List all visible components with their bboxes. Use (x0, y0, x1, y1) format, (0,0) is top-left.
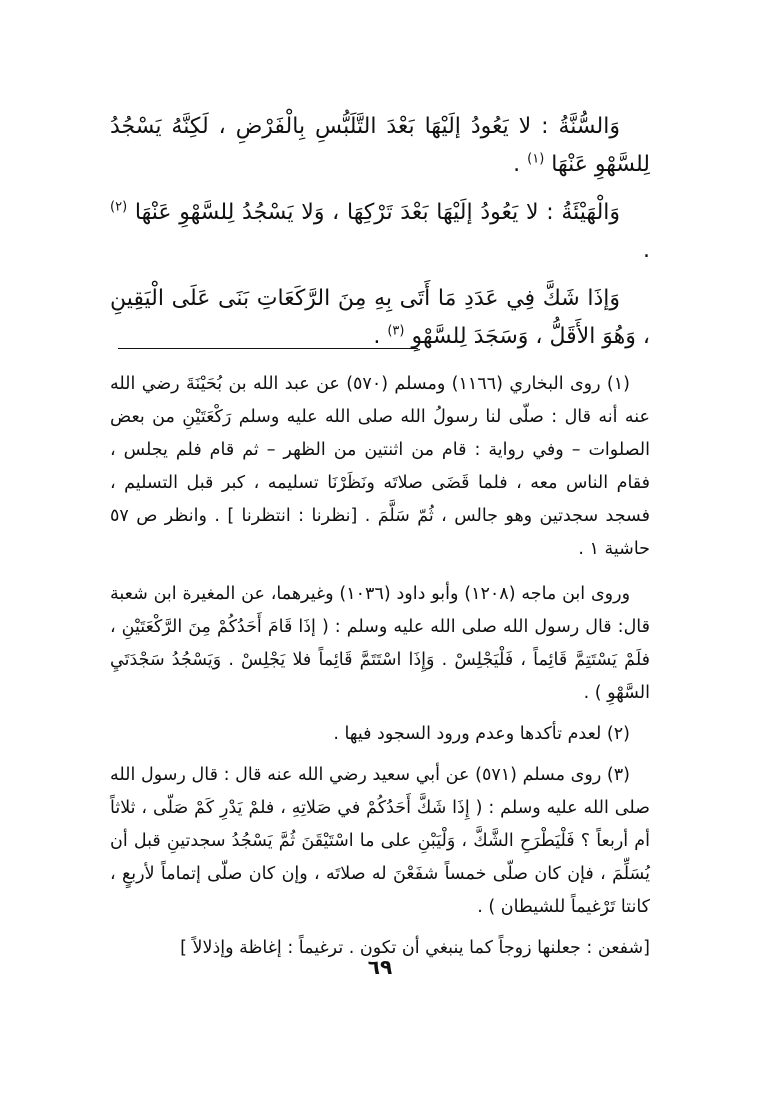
page-number: ٦٩ (367, 955, 393, 979)
main-paragraph-hayah-end: . (643, 238, 650, 263)
footnote-1-continuation: وروى ابن ماجه (١٢٠٨) وأبو داود (١٠٣٦) وغيرهما، عن المغيرة ابن شعبة قال: قال رسول الله صلى الله عليه وسلم : ( إذَا قَامَ أَحَدُكُمْ مِنَ الرَّكْعَتَيْنِ ، فلَمْ يَسْتَتِمَّ قَائِماً ، فَلْيَجْلِسْ . وَإِذَا اسْتَتَمَّ قَائِماً فلا يَجْلِسْ . وَيَسْجُدُ سَجْدَتَيِ السَّهْوِ ) . (110, 584, 650, 703)
footnote-1: (١) روى البخاري (١١٦٦) ومسلم (٥٧٠) عن عبد الله بن بُحَيْنَةَ رضي الله عنه أنه قال : صلّى لنا رسولُ الله صلى الله عليه وسلم رَكْعَتَيْنِ من بعض الصلوات – وفي رواية : قام من اثنتين من الظهر – ثم قام فلم يجلس ، فقام الناس معه ، فلما قَضَى صلاتَه ونَظَرْنَا تسليمه ، كبر قبل التسليم ، فسجد سجدتين وهو جالس ، ثُمّ سَلَّمَ . [نظرنا : انتظرنا ] . وانظر ص ٥٧ حاشية ١ . (110, 374, 650, 559)
footnote-marker-2: (٢) (110, 199, 128, 215)
main-paragraph-doubt-end: . (373, 324, 388, 349)
footnotes (110, 368, 650, 973)
main-paragraph-sunnah-text: وَالسُّنَّةُ : لا يَعُودُ إلَيْهَا بَعْدَ التَّلَبُّسِ بِالْفَرْضِ ، لَكِنَّهُ يَسْجُدُ لِلسَّهْوِ عَنْهَا (110, 114, 650, 177)
main-text (110, 108, 650, 366)
footnote-separator (118, 348, 418, 349)
main-paragraph-doubt-text: وَإذَا شَكَّ فِي عَدَدِ مَا أَتَى بِهِ مِنَ الرَّكَعَاتِ بَنَى عَلَى الْيَقِينِ ، وَهُوَ الأَقَلُّ ، وَسَجَدَ لِلسَّهْوِ (110, 286, 650, 349)
main-paragraph-sunnah-end: . (513, 152, 528, 177)
main-paragraph-sunnah (110, 108, 650, 184)
footnote-3-glossary: [شفعن : جعلنها زوجاً كما ينبغي أن تكون . ترغيماً : إغاظة وإذلالاً ] (180, 938, 650, 958)
footnote-marker-1: (١) (527, 151, 545, 167)
main-paragraph-hayah (110, 194, 650, 270)
main-paragraph-doubt (110, 280, 650, 356)
footnote-3: (٣) روى مسلم (٥٧١) عن أبي سعيد رضي الله عنه قال : قال رسول الله صلى الله عليه وسلم : ( إِذَا شَكَّ أَحَدُكُمْ في صَلاتِهِ ، فلمْ يَدْرِ كَمْ صَلّى ، ثلاثاً أم أربعاً ؟ فَلْيَطْرَحِ الشَّكَّ ، وَلْيَبْنِ على ما اسْتَيْقَنَ ثُمَّ يَسْجُدُ سجدتينِ قبل أن يُسَلِّمَ ، فإن كان صلّى خمساً شفَعْنَ له صلاتَه ، وإن كان صلّى إتماماً لأربعٍ ، كانتا تَرْغيماً للشيطان ) . (110, 765, 650, 917)
footnote-2: (٢) لعدم تأكدها وعدم ورود السجود فيها . (333, 724, 630, 744)
footnote-marker-3: (٣) (387, 323, 405, 339)
main-paragraph-hayah-text: وَالْهَيْئَةُ : لا يَعُودُ إلَيْهَا بَعْدَ تَرْكِهَا ، وَلا يَسْجُدُ لِلسَّهْوِ عَنْهَا (134, 200, 621, 225)
